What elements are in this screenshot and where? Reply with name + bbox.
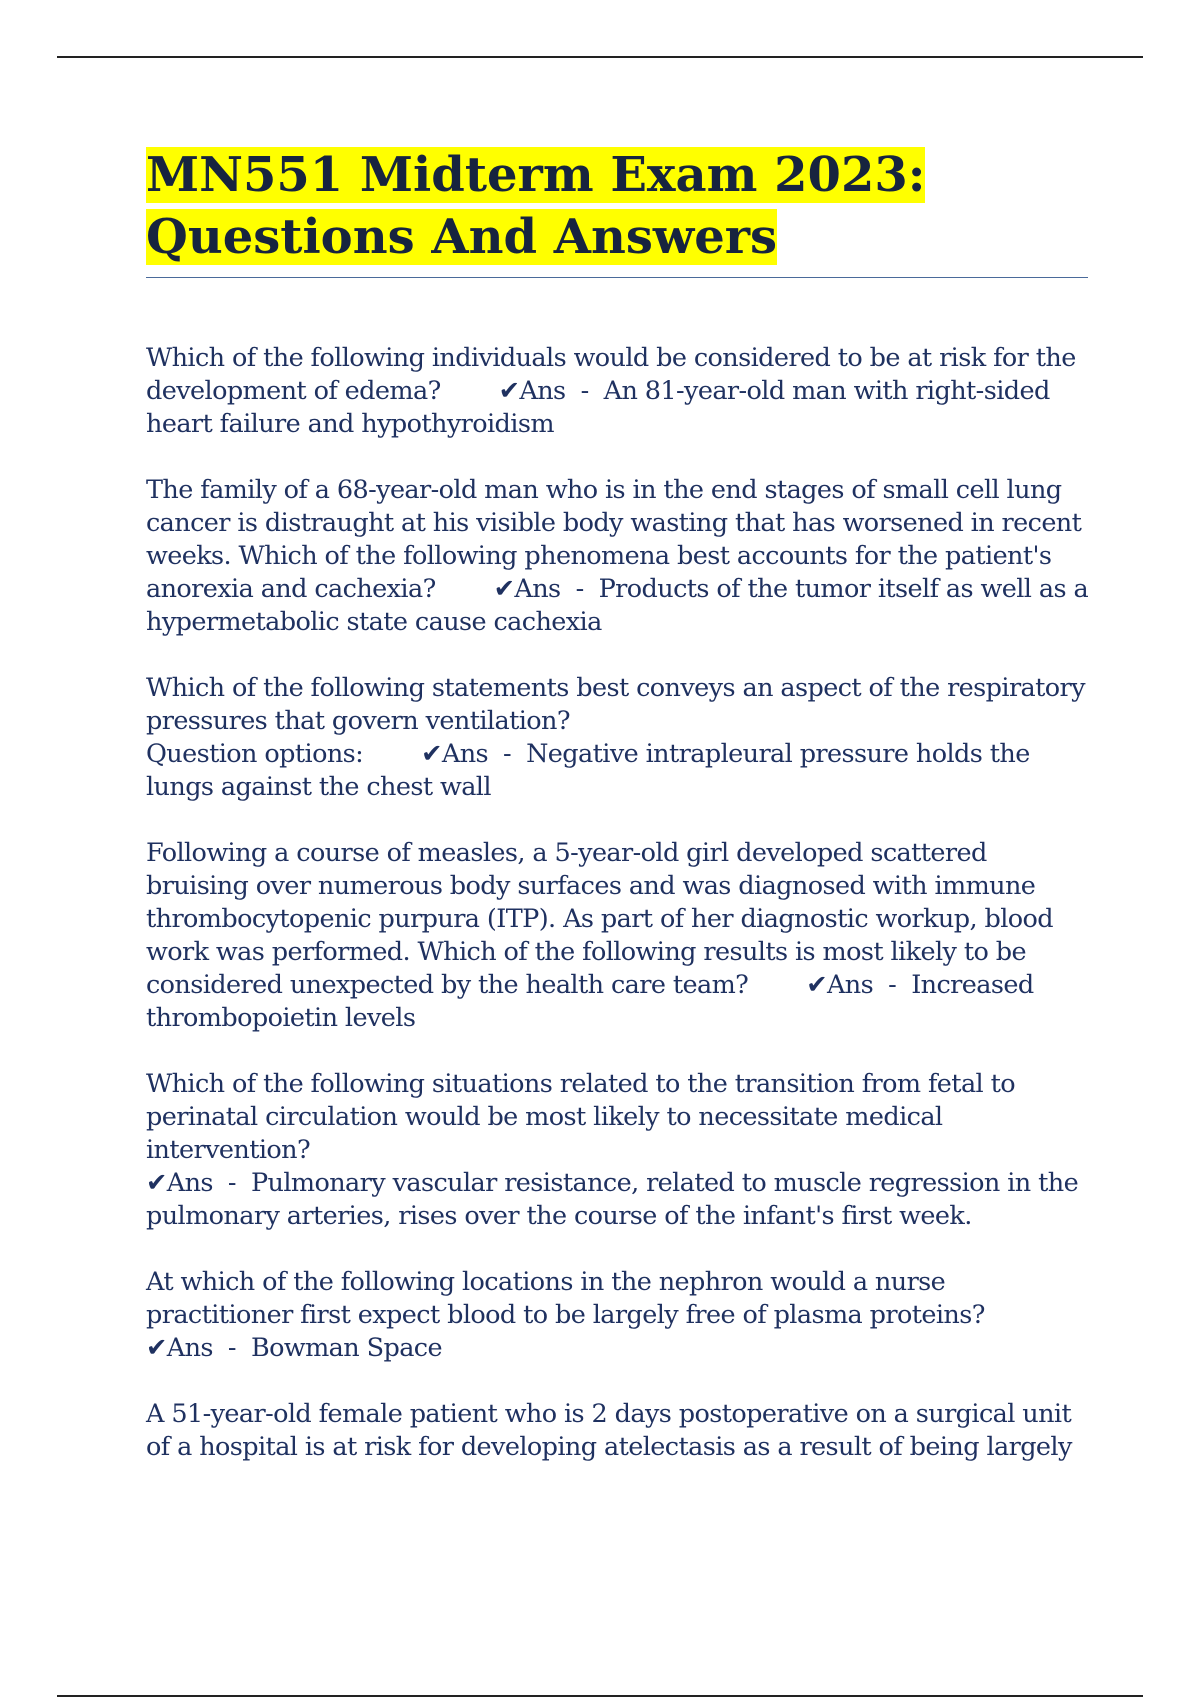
answer-text: An 81-year-old man with right-sided heart failure and hypothyroidism	[146, 376, 1050, 439]
ans-label: ✔Ans	[146, 1333, 213, 1363]
ans-label: ✔Ans	[806, 970, 874, 1000]
question-text: Following a course of measles, a 5-year-old girl developed scattered bruising over numerous body surfaces and was diagnosed with immune thrombocytopenic purpura (ITP). As part of her diagnostic workup, blood work was performed. Which of the following results is most likely to be considered unexpected by the health care team?	[146, 838, 1053, 1000]
ans-separator: -	[580, 376, 589, 406]
answer-text: Pulmonary vascular resistance, related to muscle regression in the pulmonary arteries, rises over the course of the infant's first week.	[146, 1168, 1079, 1231]
ans-label: ✔Ans	[146, 1168, 213, 1198]
ans-separator: -	[888, 970, 897, 1000]
qa-item-4	[146, 837, 1096, 1035]
question-text: The family of a 68-year-old man who is in the end stages of small cell lung cancer is distraught at his visible body wasting that has worsened in recent weeks. Which of the following phenomena best accounts for the patient's anorexia and cachexia?	[146, 475, 1082, 604]
answer-text: Negative intrapleural pressure holds the lungs against the chest wall	[146, 739, 1030, 802]
title-line-1: MN551 Midterm Exam 2023:	[146, 147, 926, 203]
ans-label: ✔Ans	[421, 739, 489, 769]
question-text: Which of the following situations related to the transition from fetal to perinatal circulation would be most likely to necessitate medical intervention?	[146, 1069, 1016, 1165]
question-text: A 51-year-old female patient who is 2 days postoperative on a surgical unit of a hospital is at risk for developing atelectasis as a result of being largely	[146, 1399, 1072, 1462]
qa-item-2	[146, 474, 1096, 639]
title-underline	[146, 277, 1088, 278]
question-options-label: Question options:	[146, 739, 364, 769]
answer-text: Products of the tumor itself as well as a hypermetabolic state cause cachexia	[146, 574, 1089, 637]
ans-separator: -	[227, 1168, 236, 1198]
ans-separator: -	[575, 574, 584, 604]
ans-label: ✔Ans	[498, 376, 566, 406]
ans-separator: -	[227, 1333, 236, 1363]
ans-separator: -	[503, 739, 512, 769]
page-title	[146, 144, 1106, 268]
qa-item-3	[146, 672, 1096, 804]
answer-text: Bowman Space	[250, 1333, 442, 1363]
question-text: Which of the following individuals would be considered to be at risk for the development of edema?	[146, 343, 1076, 406]
qa-item-6	[146, 1266, 1096, 1365]
qa-item-7	[146, 1398, 1096, 1464]
top-rule	[57, 56, 1143, 58]
answer-text: Increased thrombopoietin levels	[146, 970, 1034, 1033]
qa-item-5	[146, 1068, 1096, 1233]
question-text: At which of the following locations in the nephron would a nurse practitioner first expect blood to be largely free of plasma proteins?	[146, 1267, 985, 1330]
ans-label: ✔Ans	[493, 574, 561, 604]
qa-item-1	[146, 342, 1096, 441]
qa-list	[146, 342, 1096, 1497]
bottom-rule	[57, 1695, 1143, 1697]
question-text: Which of the following statements best conveys an aspect of the respiratory pressures that govern ventilation?	[146, 673, 1085, 736]
title-line-2: Questions And Answers	[146, 209, 778, 265]
